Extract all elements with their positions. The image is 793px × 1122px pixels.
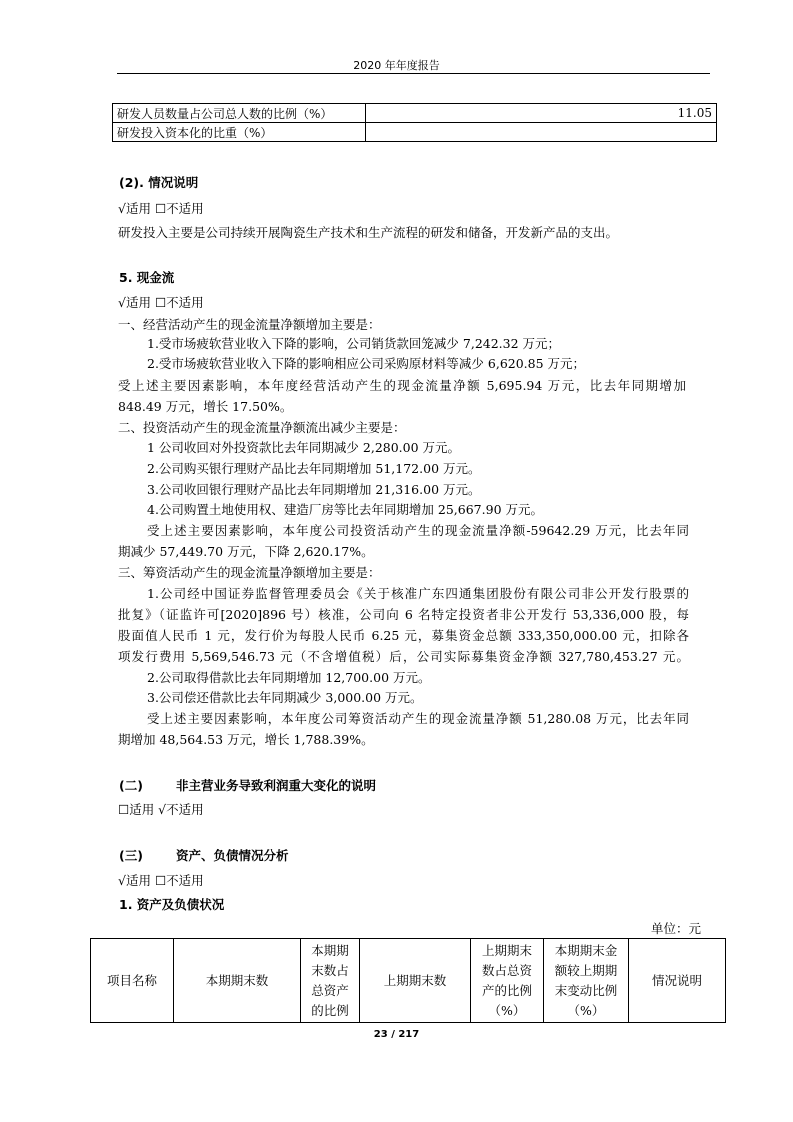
table-row (113, 123, 717, 142)
paragraph: 一、经营活动产生的现金流量净额增加主要是： (118, 317, 381, 332)
section-number: (三) (119, 848, 143, 863)
paragraph: 期增加 48,564.53 万元，增长 1,788.39%。 (118, 732, 374, 747)
column-header-text: 上期期末数 (383, 972, 447, 988)
column-header (360, 939, 471, 1023)
column-header (301, 939, 360, 1023)
list-item: 4.公司购置土地使用权、建造厂房等比去年同期增加 25,667.90 万元。 (147, 502, 543, 517)
table-cell: 研发投入资本化的比重（%） (113, 123, 366, 142)
table-cell (366, 123, 717, 142)
list-item: 2.受市场疲软营业收入下降的影响相应公司采购原材料等减少 6,620.85 万元； (147, 356, 586, 371)
page-number: 23 / 217 (373, 1029, 420, 1040)
column-header-text: 本期期末数 (205, 972, 269, 988)
section-number: (二) (119, 778, 143, 793)
section-heading: 非主营业务导致利润重大变化的说明 (176, 778, 377, 793)
applicability-note: √适用 ☐不适用 (118, 201, 204, 216)
rd-ratio-table (112, 103, 717, 142)
section-heading: (2). 情况说明 (119, 175, 199, 190)
section-heading: 5. 现金流 (119, 270, 175, 285)
column-header (544, 939, 629, 1023)
section-heading: 资产、负债情况分析 (176, 848, 289, 863)
paragraph: 研发投入主要是公司持续开展陶瓷生产技术和生产流程的研发和储备，开发新产品的支出。 (118, 225, 619, 240)
asset-table (90, 938, 726, 1023)
unit-label: 单位：元 (651, 921, 702, 936)
column-header (629, 939, 726, 1023)
column-header-text: 项目名称 (106, 972, 157, 988)
list-item: 2.公司购买银行理财产品比去年同期增加 51,172.00 万元。 (147, 461, 481, 476)
column-header (174, 939, 301, 1023)
paragraph: 受上述主要因素影响，本年度公司投资活动产生的现金流量净额-59642.29 万元，比去年同 (147, 523, 689, 538)
applicability-note: √适用 ☐不适用 (118, 873, 204, 888)
paragraph: 三、筹资活动产生的现金流量净额增加主要是： (118, 565, 381, 580)
paragraph: 受上述主要因素影响，本年度公司筹资活动产生的现金流量净额 51,280.08 万元，比去年同 (147, 711, 689, 726)
list-item: 3.公司偿还借款比去年同期减少 3,000.00 万元。 (147, 690, 423, 705)
paragraph: 二、投资活动产生的现金流量净额流出减少主要是： (118, 420, 406, 435)
column-header-text: 上期期末 数占总资 产的比例 （%） (481, 942, 532, 1018)
table-header-row (91, 939, 726, 1023)
column-header-text: 情况说明 (651, 972, 702, 988)
paragraph: 项发行费用 5,569,546.73 元（不含增值税）后，公司实际募集资金净额 327,780,453.27 元。 (118, 649, 689, 664)
list-item: 1.公司经中国证券监督管理委员会《关于核准广东四通集团股份有限公司非公开发行股票的 (147, 586, 689, 601)
sub-heading: 1. 资产及负债状况 (119, 897, 225, 912)
list-item: 3.公司收回银行理财产品比去年同期增加 21,316.00 万元。 (147, 482, 481, 497)
list-item: 1.受市场疲软营业收入下降的影响，公司销货款回笼减少 7,242.32 万元； (147, 336, 561, 351)
applicability-note: ☐适用 √不适用 (118, 802, 204, 817)
list-item: 2.公司取得借款比去年同期增加 12,700.00 万元。 (147, 670, 431, 685)
table-cell: 11.05 (366, 104, 717, 123)
paragraph: 受上述主要因素影响，本年度经营活动产生的现金流量净额 5,695.94 万元，比去年同期增加 (118, 378, 686, 393)
column-header (471, 939, 544, 1023)
page-header: 2020 年年度报告 (353, 59, 440, 72)
table-row (113, 104, 717, 123)
header-rule (117, 73, 710, 74)
column-header (91, 939, 174, 1023)
column-header-text: 本期期末金 额较上期期 末变动比例 （%） (554, 942, 618, 1018)
table-cell: 研发人员数量占公司总人数的比例（%） (113, 104, 366, 123)
column-header-text: 本期期 末数占 总资产 的比例 (311, 942, 349, 1018)
paragraph: 批复》（证监许可[2020]896 号）核准，公司向 6 名特定投资者非公开发行 53,336,000 股，每 (118, 607, 689, 622)
paragraph: 股面值人民币 1 元，发行价为每股人民币 6.25 元，募集资金总额 333,350,000.00 元，扣除各 (118, 628, 689, 643)
paragraph: 期减少 57,449.70 万元，下降 2,620.17%。 (118, 544, 374, 559)
applicability-note: √适用 ☐不适用 (118, 295, 204, 310)
list-item: 1 公司收回对外投资款比去年同期减少 2,280.00 万元。 (147, 440, 461, 455)
paragraph: 848.49 万元，增长 17.50%。 (118, 399, 293, 414)
